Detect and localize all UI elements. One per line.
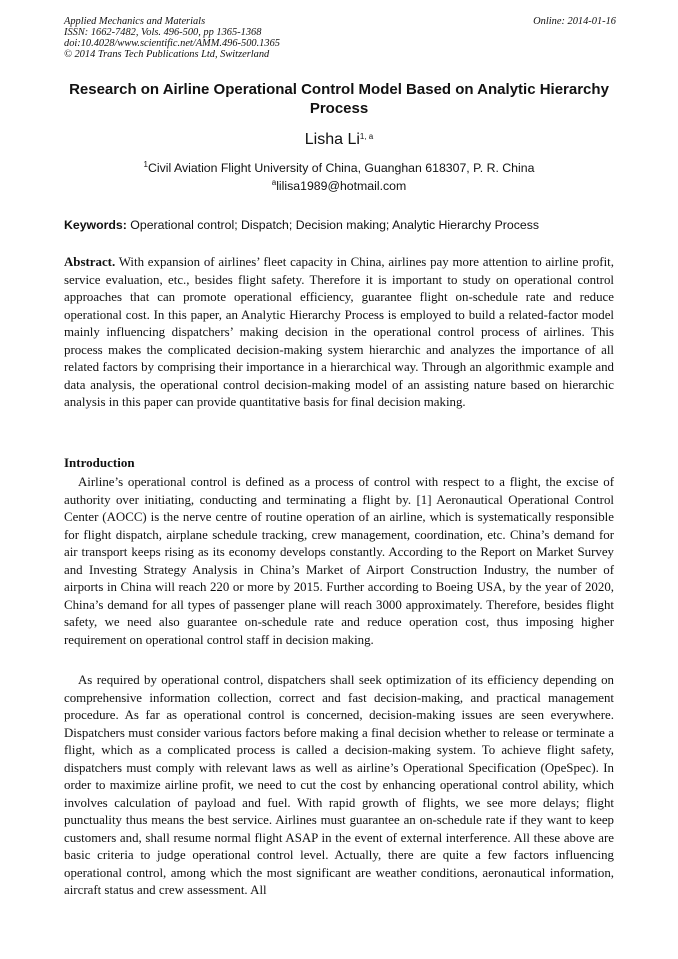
keywords-line [64,217,616,233]
journal-name: Applied Mechanics and Materials [64,16,206,27]
doi-line: doi:10.4028/www.scientific.net/AMM.496-500.1365 [64,38,280,49]
abstract-text: With expansion of airlines’ fleet capacity in China, airlines pay more attention to airline profit, service evaluation, etc., besides flight safety. Therefore it is important to study on operational control approaches that can promote operational efficiency, guarantee flight on-schedule rate and reduce operational cost. In this paper, an Analytic Hierarchy Process is employed to build a related-factor model mainly influencing dispatchers’ making decision in the operational control process of airlines. This process makes the complicated decision-making system hierarchic and analyzes the importance of all related factors by comprising their importance in a hierarchical way. Through an algorithmic example and data analysis, the operational control decision-making model of an assisting nature based on hierarchic analysis in this paper can provide quantitative basis for final decision making. [64,255,614,409]
abstract-paragraph [64,254,614,412]
email-address[interactable]: lilisa1989@hotmail.com [276,179,407,193]
online-date: Online: 2014-01-16 [533,16,616,27]
copyright-line: © 2014 Trans Tech Publications Ltd, Switzerland [64,49,270,60]
keywords-label: Keywords: [64,218,127,232]
affiliation-line [64,160,614,176]
author-name: Lisha Li [304,131,360,148]
introduction-paragraph-1: Airline’s operational control is defined as a process of control with respect to a flight, the excise of authority over initiating, conducting and terminating a flight by. [1] Aeronautical Operational Control Center (AOCC) is the nerve centre of routine operation of an airline, which is systematically responsible for flight dispatch, airplane schedule tracking, crew management, coordination, etc. China’s demand for air transport keeps rising as its economy develops constantly. According to the Report on Market Survey and Investing Strategy Analysis in China’s Market of Airport Construction Industry, the number of airports in China will reach 220 or more by 2015. Further according to Boeing USA, by the year of 2020, China’s demand for all types of passenger plane will reach 3000 approximately. Therefore, besides flight safety, we need also guarantee on-schedule rate and reduce operation cost, thus imposing higher requirement on operational control staff in decision making. [64,475,614,647]
affiliation-superscript: 1 [143,160,148,169]
email-superscript: a [271,178,277,187]
introduction-paragraph-2: As required by operational control, dispatchers shall seek optimization of its efficiency depending on comprehensive information collection, correct and fast decision-making, and practical management procedure. As far as operational control is concerned, decision-making issues are seen everywhere. Dispatchers must consider various factors before making a final decision whether to release or terminate a flight, which as a complicated process is called a decision-making system. To achieve flight safety, dispatchers must comply with relevant laws as well as airline’s Operational Specification (OpeSpec). In order to maximize airline profit, we need to cut the cost by enhancing operational control ability, which involves calculation of payload and fuel. With rapid growth of flights, we see more delays; flight punctuality thus means the best service. Airlines must guarantee an on-schedule rate if they want to keep customers and, shall resume normal flight ASAP in the event of external interference. All these above are basic criteria to judge operational control level. Actually, there are quite a few factors influencing operational control, among which the most significant are weather conditions, aeronautical information, aircraft status and crew assessment. All [64,673,614,897]
journal-header [64,16,616,60]
introduction-heading: Introduction [64,455,135,470]
author-line [64,130,614,150]
issn-line: ISSN: 1662-7482, Vols. 496-500, pp 1365-1368 [64,27,262,38]
email-line [64,178,614,194]
author-superscript: 1, a [359,132,374,141]
abstract-label: Abstract. [64,255,116,269]
affiliation-text: Civil Aviation Flight University of China, Guanghan 618307, P. R. China [148,161,535,175]
paper-title: Research on Airline Operational Control Model Based on Analytic Hierarchy Process [69,81,609,117]
keywords-text: Operational control; Dispatch; Decision making; Analytic Hierarchy Process [130,218,540,232]
